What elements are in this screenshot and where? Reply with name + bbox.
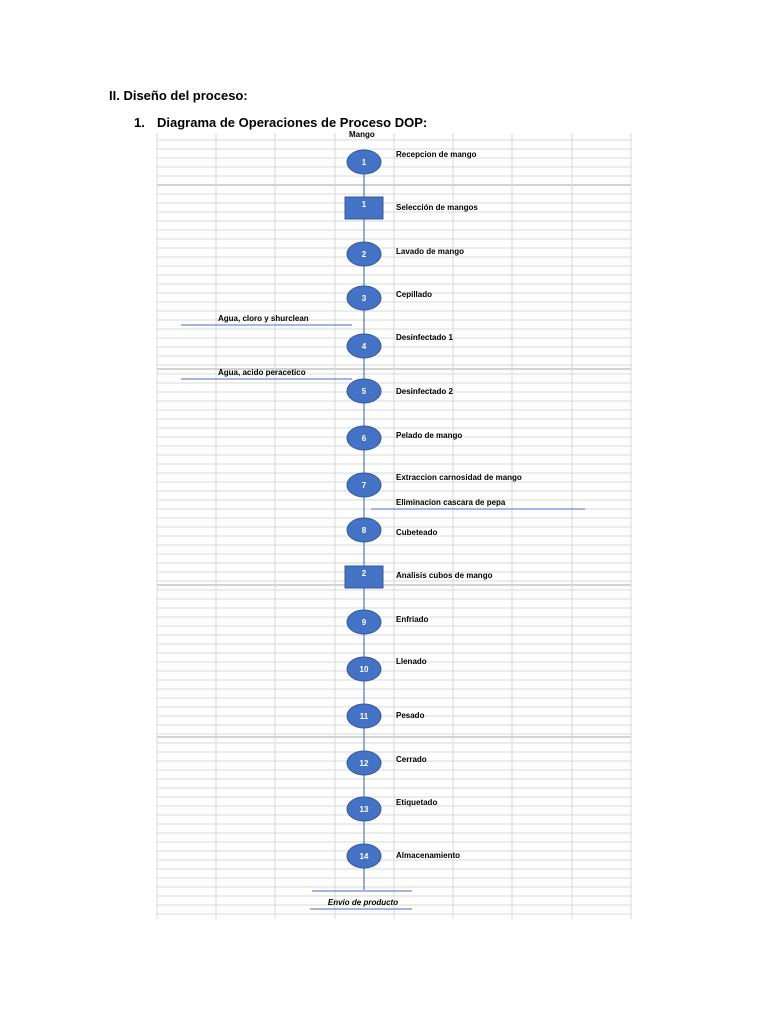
- output-label: Eliminacion cascara de pepa: [396, 498, 506, 507]
- node-number: 12: [359, 759, 369, 768]
- step-label: Recepcion de mango: [396, 150, 477, 159]
- operation-node-14: [347, 844, 460, 868]
- list-item-number: 1.: [134, 115, 145, 130]
- node-number: 4: [361, 342, 367, 351]
- operation-node-8: [347, 518, 437, 542]
- node-number: 9: [361, 618, 367, 627]
- step-label: Cepillado: [396, 290, 433, 299]
- node-number: 2: [361, 569, 367, 578]
- step-label: Almacenamiento: [396, 851, 461, 860]
- node-number: 14: [359, 852, 369, 861]
- operation-node-3: [347, 286, 432, 310]
- node-number: 10: [359, 665, 369, 674]
- step-label: Cerrado: [396, 755, 427, 764]
- input-material-label: Mango: [349, 130, 375, 139]
- operation-node-13: [347, 797, 437, 821]
- side-flows: [181, 314, 585, 509]
- operation-node-2: [347, 242, 464, 266]
- operation-node-7: [347, 473, 522, 497]
- inspection-node-1: [345, 197, 478, 219]
- step-label: Analisis cubos de mango: [396, 571, 493, 580]
- step-label: Llenado: [396, 657, 427, 666]
- step-label: Pelado de mango: [396, 431, 463, 440]
- section-heading: II. Diseño del proceso:: [109, 88, 248, 103]
- node-number: 3: [361, 294, 367, 303]
- node-number: 2: [361, 250, 367, 259]
- node-number: 7: [361, 481, 367, 490]
- step-label: Etiquetado: [396, 798, 438, 807]
- step-label: Pesado: [396, 711, 425, 720]
- operation-node-4: [347, 333, 453, 358]
- operation-node-9: [347, 610, 429, 634]
- node-number: 11: [359, 712, 369, 721]
- input-label: Agua, acido peracetico: [218, 368, 306, 377]
- step-label: Enfriado: [396, 615, 429, 624]
- step-label: Desinfectado 1: [396, 333, 453, 342]
- input-label: Agua, cloro y shurclean: [218, 314, 309, 323]
- operation-node-10: [347, 657, 427, 681]
- node-number: 1: [361, 158, 367, 167]
- step-label: Extraccion carnosidad de mango: [396, 473, 522, 482]
- node-number: 6: [361, 434, 367, 443]
- node-number: 13: [359, 805, 369, 814]
- end-label: Envio de producto: [327, 898, 399, 907]
- step-label: Selección de mangos: [396, 203, 478, 212]
- node-number: 5: [361, 387, 367, 396]
- step-label: Cubeteado: [396, 528, 438, 537]
- operation-node-1: [347, 150, 477, 174]
- node-number: 1: [361, 200, 367, 209]
- diagram-title: Diagrama de Operaciones de Proceso DOP:: [157, 115, 428, 130]
- step-label: Lavado de mango: [396, 247, 465, 256]
- operation-node-12: [347, 751, 427, 775]
- node-number: 8: [361, 526, 367, 535]
- step-label: Desinfectado 2: [396, 387, 453, 396]
- end-output: [310, 891, 412, 909]
- spreadsheet-grid: [157, 133, 631, 919]
